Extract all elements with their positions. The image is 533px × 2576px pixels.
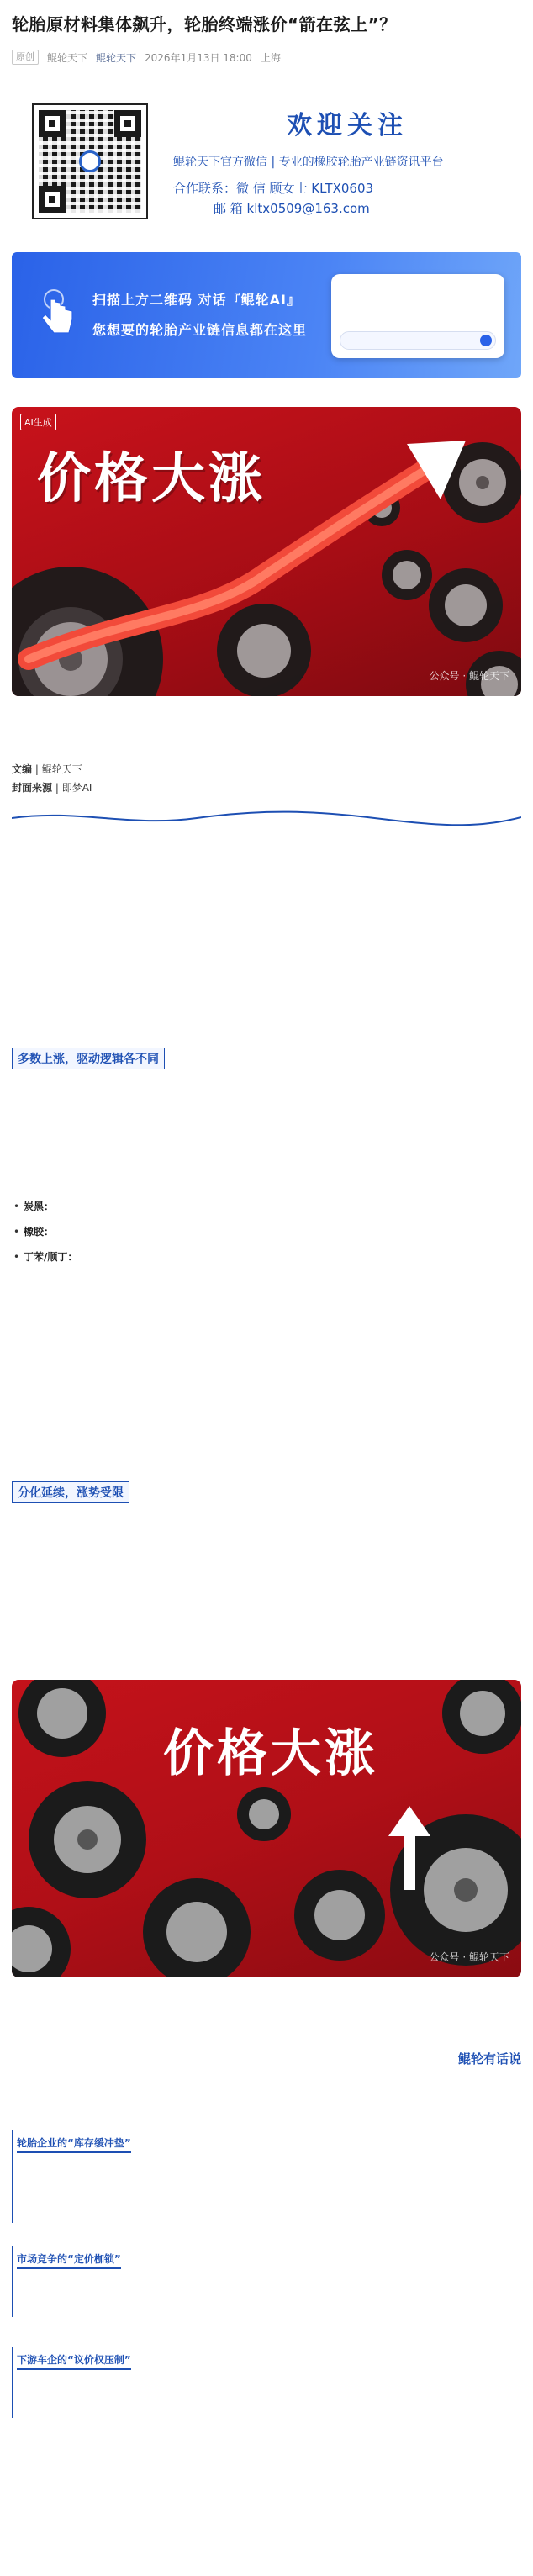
qr-finder-top-left xyxy=(39,110,66,137)
bullet-label: 橡胶： xyxy=(24,1226,55,1238)
writer-label: 文编 xyxy=(12,763,33,775)
contact-wechat: 合作联系：微 信 顾女士 KLTX0603 xyxy=(173,181,374,196)
account-name-link[interactable]: 鲲轮天下 xyxy=(96,51,137,64)
original-tag: 原创 xyxy=(12,50,39,65)
point2-text xyxy=(12,2270,521,2310)
send-icon xyxy=(480,335,492,346)
hero2-watermark: 公众号 · 鲲轮天下 xyxy=(429,1951,509,1963)
cover-label: 封面来源 xyxy=(12,782,53,794)
commentary-paragraph xyxy=(12,2441,521,2504)
ai-generated-badge: AI生成 xyxy=(20,414,56,430)
ai-banner-line1: 扫描上方二维码 对话『鲲轮AI』 xyxy=(92,292,301,308)
point3-heading-box xyxy=(17,2351,131,2370)
section1-para2 xyxy=(12,1169,521,1190)
qr-finder-bottom-left xyxy=(39,186,66,213)
section2-heading: 分化延续，涨势受限 xyxy=(12,1481,129,1503)
hero-image-price-surge xyxy=(12,407,521,696)
hero2-title: 价格大涨 xyxy=(163,1724,378,1783)
list-item xyxy=(12,1248,521,1266)
point3-text xyxy=(12,2373,521,2413)
qr-finder-top-right xyxy=(114,110,141,137)
hero-title: 价格大涨 xyxy=(37,448,266,510)
tap-hand-icon xyxy=(37,288,79,336)
point1-text xyxy=(12,2154,521,2216)
commentary-heading: 鲲轮有话说 xyxy=(457,2051,521,2067)
cover-credit: 封面来源 | 即梦AI xyxy=(12,782,92,794)
section-divider-wave xyxy=(12,805,521,831)
bullet-label: 炭黑： xyxy=(24,1201,55,1212)
hero-watermark: 公众号 · 鲲轮天下 xyxy=(429,670,509,682)
section1-bullet-list xyxy=(12,1197,521,1349)
closing-paragraph xyxy=(12,2524,521,2564)
cover-source: 即梦AI xyxy=(61,782,92,794)
point3-heading: 下游车企的“议价权压制” xyxy=(17,2352,131,2370)
point1-heading-box xyxy=(17,2134,131,2153)
section2-heading-box xyxy=(12,1481,129,1503)
writer-credit: 文编 | 鲲轮天下 xyxy=(12,763,82,775)
ai-assistant-banner[interactable] xyxy=(12,252,521,378)
section2-para2 xyxy=(12,1618,521,1656)
writer-name: 鲲轮天下 xyxy=(41,763,82,775)
follow-promo xyxy=(12,87,521,235)
article-meta xyxy=(12,49,521,66)
publish-location: 上海 xyxy=(260,51,281,64)
list-item xyxy=(12,1197,521,1216)
intro-paragraph xyxy=(12,841,521,950)
commentary-intro xyxy=(12,2085,521,2105)
point2-heading: 市场竞争的“定价枷锁” xyxy=(17,2251,121,2269)
list-item xyxy=(12,1222,521,1241)
bullet-label: 丁苯/顺丁： xyxy=(24,1251,78,1263)
section1-para1 xyxy=(12,1079,521,1130)
publish-time: 2026年1月13日 18:00 xyxy=(145,51,252,64)
article-credits xyxy=(12,760,521,797)
welcome-heading: 欢迎关注 xyxy=(287,111,408,140)
ai-banner-line2: 您想要的轮胎产业链信息都在这里 xyxy=(92,322,308,338)
hero-image-price-surge-2 xyxy=(12,1680,521,1977)
point1-heading: 轮胎企业的“库存缓冲垫” xyxy=(17,2135,131,2153)
contact-email: 邮 箱 kltx0509@163.com xyxy=(214,201,370,216)
section1-heading: 多数上涨，驱动逻辑各不同 xyxy=(12,1048,165,1069)
point2-heading-box xyxy=(17,2250,121,2269)
qr-logo-icon xyxy=(79,150,101,172)
chat-preview-card xyxy=(331,274,504,358)
promo-text xyxy=(173,104,521,219)
article-title: 轮胎原材料集体飙升，轮胎终端涨价“箭在弦上”？ xyxy=(12,14,397,34)
promo-subline: 鲲轮天下官方微信 | 专业的橡胶轮胎产业链资讯平台 xyxy=(173,156,444,169)
section1-heading-box xyxy=(12,1048,165,1069)
article-author: 鲲轮天下 xyxy=(47,51,88,64)
qr-code-image[interactable] xyxy=(32,103,148,219)
section2-para1 xyxy=(12,1530,521,1589)
chat-input-bar xyxy=(340,331,496,350)
